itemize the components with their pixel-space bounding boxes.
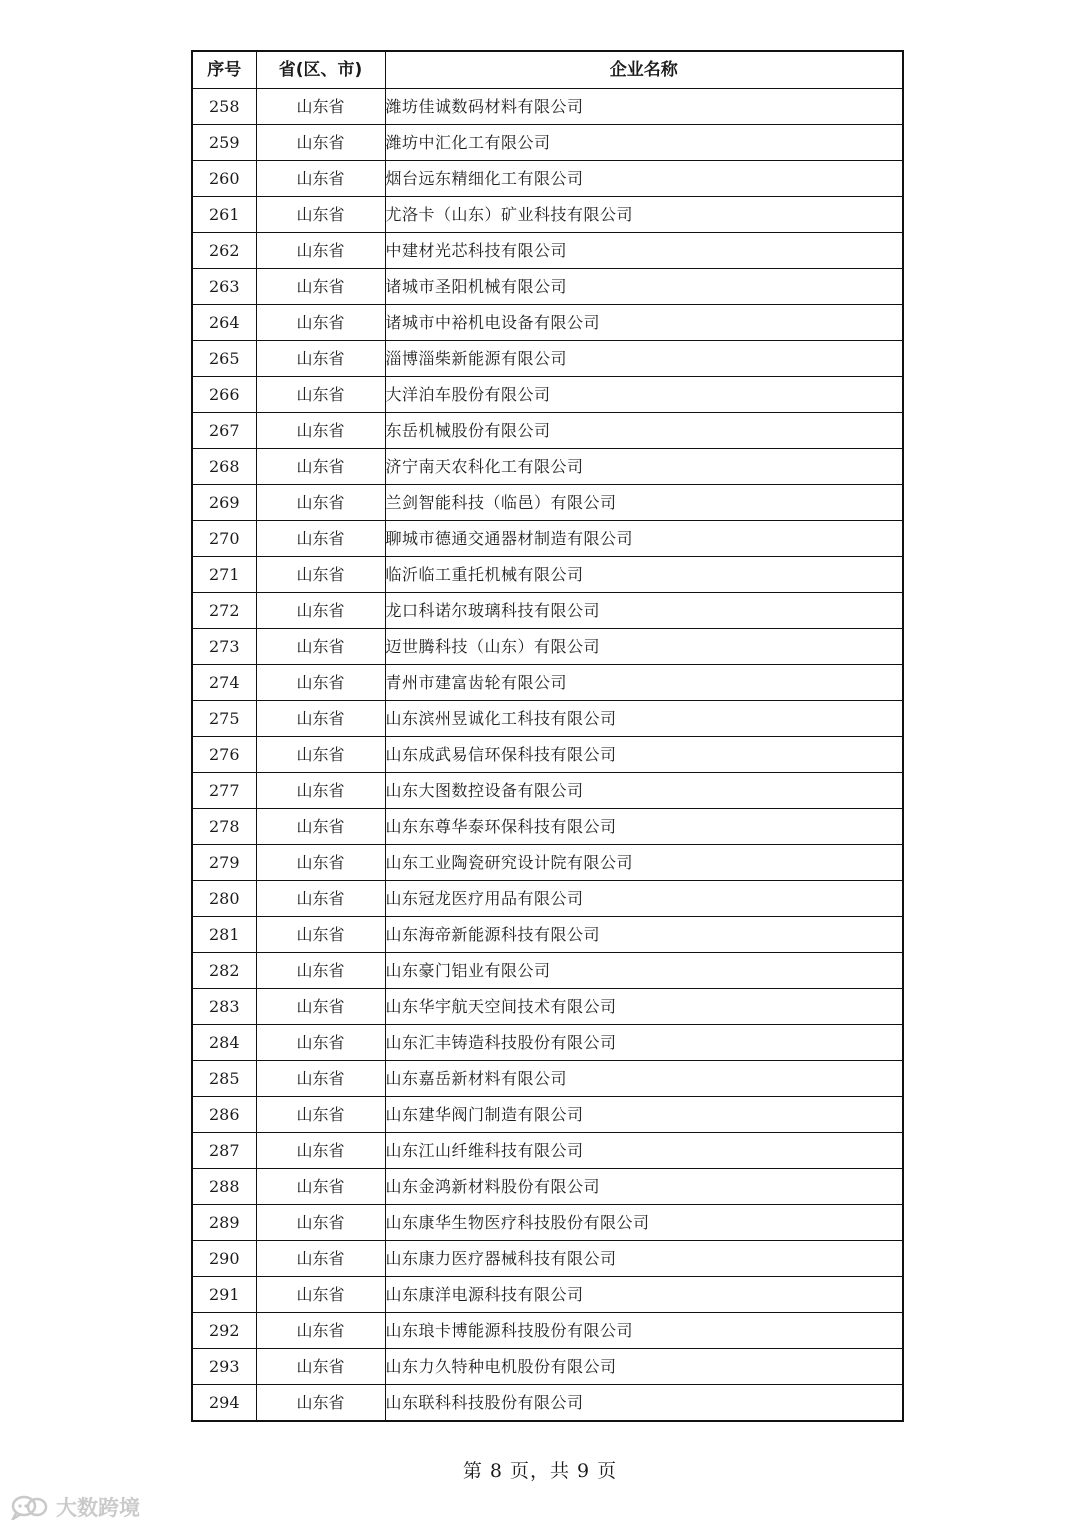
table-body xyxy=(192,89,903,1422)
row-province: 山东省 xyxy=(256,1133,385,1169)
row-serial-number: 269 xyxy=(192,485,256,521)
table-row xyxy=(192,917,903,953)
row-province: 山东省 xyxy=(256,845,385,881)
table-row xyxy=(192,1241,903,1277)
row-serial-number: 281 xyxy=(192,917,256,953)
row-company-name: 兰剑智能科技（临邑）有限公司 xyxy=(385,485,903,521)
row-serial-number: 288 xyxy=(192,1169,256,1205)
table-row xyxy=(192,1349,903,1385)
row-province: 山东省 xyxy=(256,773,385,809)
row-province: 山东省 xyxy=(256,917,385,953)
row-province: 山东省 xyxy=(256,593,385,629)
row-company-name: 山东琅卡博能源科技股份有限公司 xyxy=(385,1313,903,1349)
row-province: 山东省 xyxy=(256,449,385,485)
row-serial-number: 260 xyxy=(192,161,256,197)
row-company-name: 济宁南天农科化工有限公司 xyxy=(385,449,903,485)
row-serial-number: 292 xyxy=(192,1313,256,1349)
row-serial-number: 272 xyxy=(192,593,256,629)
row-province: 山东省 xyxy=(256,629,385,665)
row-serial-number: 282 xyxy=(192,953,256,989)
table-row xyxy=(192,809,903,845)
header-serial-number: 序号 xyxy=(192,51,256,89)
row-province: 山东省 xyxy=(256,125,385,161)
table-row xyxy=(192,1277,903,1313)
chat-bubble-icon xyxy=(10,1494,50,1520)
table-row xyxy=(192,1313,903,1349)
row-province: 山东省 xyxy=(256,1277,385,1313)
table-row xyxy=(192,773,903,809)
table-row xyxy=(192,125,903,161)
row-company-name: 山东江山纤维科技有限公司 xyxy=(385,1133,903,1169)
row-province: 山东省 xyxy=(256,413,385,449)
row-company-name: 潍坊中汇化工有限公司 xyxy=(385,125,903,161)
table-row xyxy=(192,665,903,701)
row-province: 山东省 xyxy=(256,233,385,269)
table-row xyxy=(192,413,903,449)
row-serial-number: 264 xyxy=(192,305,256,341)
row-company-name: 山东冠龙医疗用品有限公司 xyxy=(385,881,903,917)
table-row xyxy=(192,593,903,629)
row-province: 山东省 xyxy=(256,377,385,413)
row-province: 山东省 xyxy=(256,953,385,989)
table-row xyxy=(192,701,903,737)
row-serial-number: 267 xyxy=(192,413,256,449)
row-company-name: 临沂临工重托机械有限公司 xyxy=(385,557,903,593)
row-company-name: 山东海帝新能源科技有限公司 xyxy=(385,917,903,953)
table-row xyxy=(192,197,903,233)
row-serial-number: 262 xyxy=(192,233,256,269)
row-province: 山东省 xyxy=(256,557,385,593)
row-province: 山东省 xyxy=(256,89,385,125)
row-company-name: 山东建华阀门制造有限公司 xyxy=(385,1097,903,1133)
row-province: 山东省 xyxy=(256,1205,385,1241)
row-serial-number: 284 xyxy=(192,1025,256,1061)
table-row xyxy=(192,737,903,773)
row-company-name: 山东豪门铝业有限公司 xyxy=(385,953,903,989)
table-row xyxy=(192,1385,903,1422)
header-company-name: 企业名称 xyxy=(385,51,903,89)
row-serial-number: 276 xyxy=(192,737,256,773)
table-row xyxy=(192,1133,903,1169)
row-province: 山东省 xyxy=(256,161,385,197)
row-company-name: 山东联科科技股份有限公司 xyxy=(385,1385,903,1422)
row-province: 山东省 xyxy=(256,269,385,305)
row-company-name: 诸城市中裕机电设备有限公司 xyxy=(385,305,903,341)
row-company-name: 诸城市圣阳机械有限公司 xyxy=(385,269,903,305)
row-company-name: 山东康力医疗器械科技有限公司 xyxy=(385,1241,903,1277)
table-row xyxy=(192,557,903,593)
row-province: 山东省 xyxy=(256,485,385,521)
row-serial-number: 274 xyxy=(192,665,256,701)
row-serial-number: 283 xyxy=(192,989,256,1025)
table-row xyxy=(192,1061,903,1097)
table-row xyxy=(192,233,903,269)
row-company-name: 山东金鸿新材料股份有限公司 xyxy=(385,1169,903,1205)
row-company-name: 迈世腾科技（山东）有限公司 xyxy=(385,629,903,665)
row-province: 山东省 xyxy=(256,665,385,701)
table-row xyxy=(192,449,903,485)
row-company-name: 山东滨州昱诚化工科技有限公司 xyxy=(385,701,903,737)
row-company-name: 潍坊佳诚数码材料有限公司 xyxy=(385,89,903,125)
row-serial-number: 265 xyxy=(192,341,256,377)
row-province: 山东省 xyxy=(256,989,385,1025)
row-province: 山东省 xyxy=(256,1025,385,1061)
row-serial-number: 259 xyxy=(192,125,256,161)
row-serial-number: 273 xyxy=(192,629,256,665)
row-serial-number: 280 xyxy=(192,881,256,917)
row-serial-number: 286 xyxy=(192,1097,256,1133)
row-province: 山东省 xyxy=(256,1385,385,1422)
table-row xyxy=(192,1205,903,1241)
row-serial-number: 278 xyxy=(192,809,256,845)
table-row xyxy=(192,161,903,197)
watermark xyxy=(10,1492,140,1522)
row-serial-number: 279 xyxy=(192,845,256,881)
row-company-name: 山东东尊华泰环保科技有限公司 xyxy=(385,809,903,845)
row-province: 山东省 xyxy=(256,1349,385,1385)
row-serial-number: 266 xyxy=(192,377,256,413)
table-row xyxy=(192,485,903,521)
row-company-name: 山东大图数控设备有限公司 xyxy=(385,773,903,809)
table-row xyxy=(192,521,903,557)
row-province: 山东省 xyxy=(256,1169,385,1205)
row-company-name: 龙口科诺尔玻璃科技有限公司 xyxy=(385,593,903,629)
row-company-name: 山东力久特种电机股份有限公司 xyxy=(385,1349,903,1385)
row-serial-number: 291 xyxy=(192,1277,256,1313)
row-province: 山东省 xyxy=(256,809,385,845)
table-row xyxy=(192,881,903,917)
row-province: 山东省 xyxy=(256,197,385,233)
row-company-name: 大洋泊车股份有限公司 xyxy=(385,377,903,413)
table-header-row xyxy=(192,51,903,89)
row-serial-number: 261 xyxy=(192,197,256,233)
row-serial-number: 287 xyxy=(192,1133,256,1169)
row-serial-number: 294 xyxy=(192,1385,256,1422)
row-serial-number: 263 xyxy=(192,269,256,305)
row-province: 山东省 xyxy=(256,881,385,917)
row-company-name: 山东嘉岳新材料有限公司 xyxy=(385,1061,903,1097)
row-company-name: 聊城市德通交通器材制造有限公司 xyxy=(385,521,903,557)
table-row xyxy=(192,305,903,341)
row-company-name: 淄博淄柴新能源有限公司 xyxy=(385,341,903,377)
row-province: 山东省 xyxy=(256,701,385,737)
row-serial-number: 271 xyxy=(192,557,256,593)
page-number-footer: 第 8 页，共 9 页 xyxy=(462,1460,618,1482)
row-company-name: 山东康洋电源科技有限公司 xyxy=(385,1277,903,1313)
row-serial-number: 258 xyxy=(192,89,256,125)
row-company-name: 青州市建富齿轮有限公司 xyxy=(385,665,903,701)
table-row xyxy=(192,1169,903,1205)
table-row xyxy=(192,989,903,1025)
row-province: 山东省 xyxy=(256,521,385,557)
row-serial-number: 275 xyxy=(192,701,256,737)
row-province: 山东省 xyxy=(256,1097,385,1133)
row-serial-number: 277 xyxy=(192,773,256,809)
header-province: 省(区、市) xyxy=(256,51,385,89)
table-row xyxy=(192,1025,903,1061)
row-company-name: 烟台远东精细化工有限公司 xyxy=(385,161,903,197)
company-table xyxy=(191,50,904,1422)
row-province: 山东省 xyxy=(256,341,385,377)
row-province: 山东省 xyxy=(256,305,385,341)
table-row xyxy=(192,953,903,989)
table-row xyxy=(192,269,903,305)
row-serial-number: 270 xyxy=(192,521,256,557)
row-company-name: 山东汇丰铸造科技股份有限公司 xyxy=(385,1025,903,1061)
row-province: 山东省 xyxy=(256,1061,385,1097)
row-company-name: 东岳机械股份有限公司 xyxy=(385,413,903,449)
row-serial-number: 290 xyxy=(192,1241,256,1277)
row-province: 山东省 xyxy=(256,1313,385,1349)
table-row xyxy=(192,845,903,881)
table-row xyxy=(192,377,903,413)
row-company-name: 山东康华生物医疗科技股份有限公司 xyxy=(385,1205,903,1241)
row-company-name: 山东华宇航天空间技术有限公司 xyxy=(385,989,903,1025)
row-serial-number: 293 xyxy=(192,1349,256,1385)
row-company-name: 尤洛卡（山东）矿业科技有限公司 xyxy=(385,197,903,233)
table-row xyxy=(192,629,903,665)
watermark-text: 大数跨境 xyxy=(56,1496,140,1520)
row-province: 山东省 xyxy=(256,737,385,773)
row-serial-number: 268 xyxy=(192,449,256,485)
row-serial-number: 285 xyxy=(192,1061,256,1097)
table-row xyxy=(192,89,903,125)
row-company-name: 山东工业陶瓷研究设计院有限公司 xyxy=(385,845,903,881)
table-row xyxy=(192,341,903,377)
row-company-name: 山东成武易信环保科技有限公司 xyxy=(385,737,903,773)
row-company-name: 中建材光芯科技有限公司 xyxy=(385,233,903,269)
table-row xyxy=(192,1097,903,1133)
row-province: 山东省 xyxy=(256,1241,385,1277)
row-serial-number: 289 xyxy=(192,1205,256,1241)
